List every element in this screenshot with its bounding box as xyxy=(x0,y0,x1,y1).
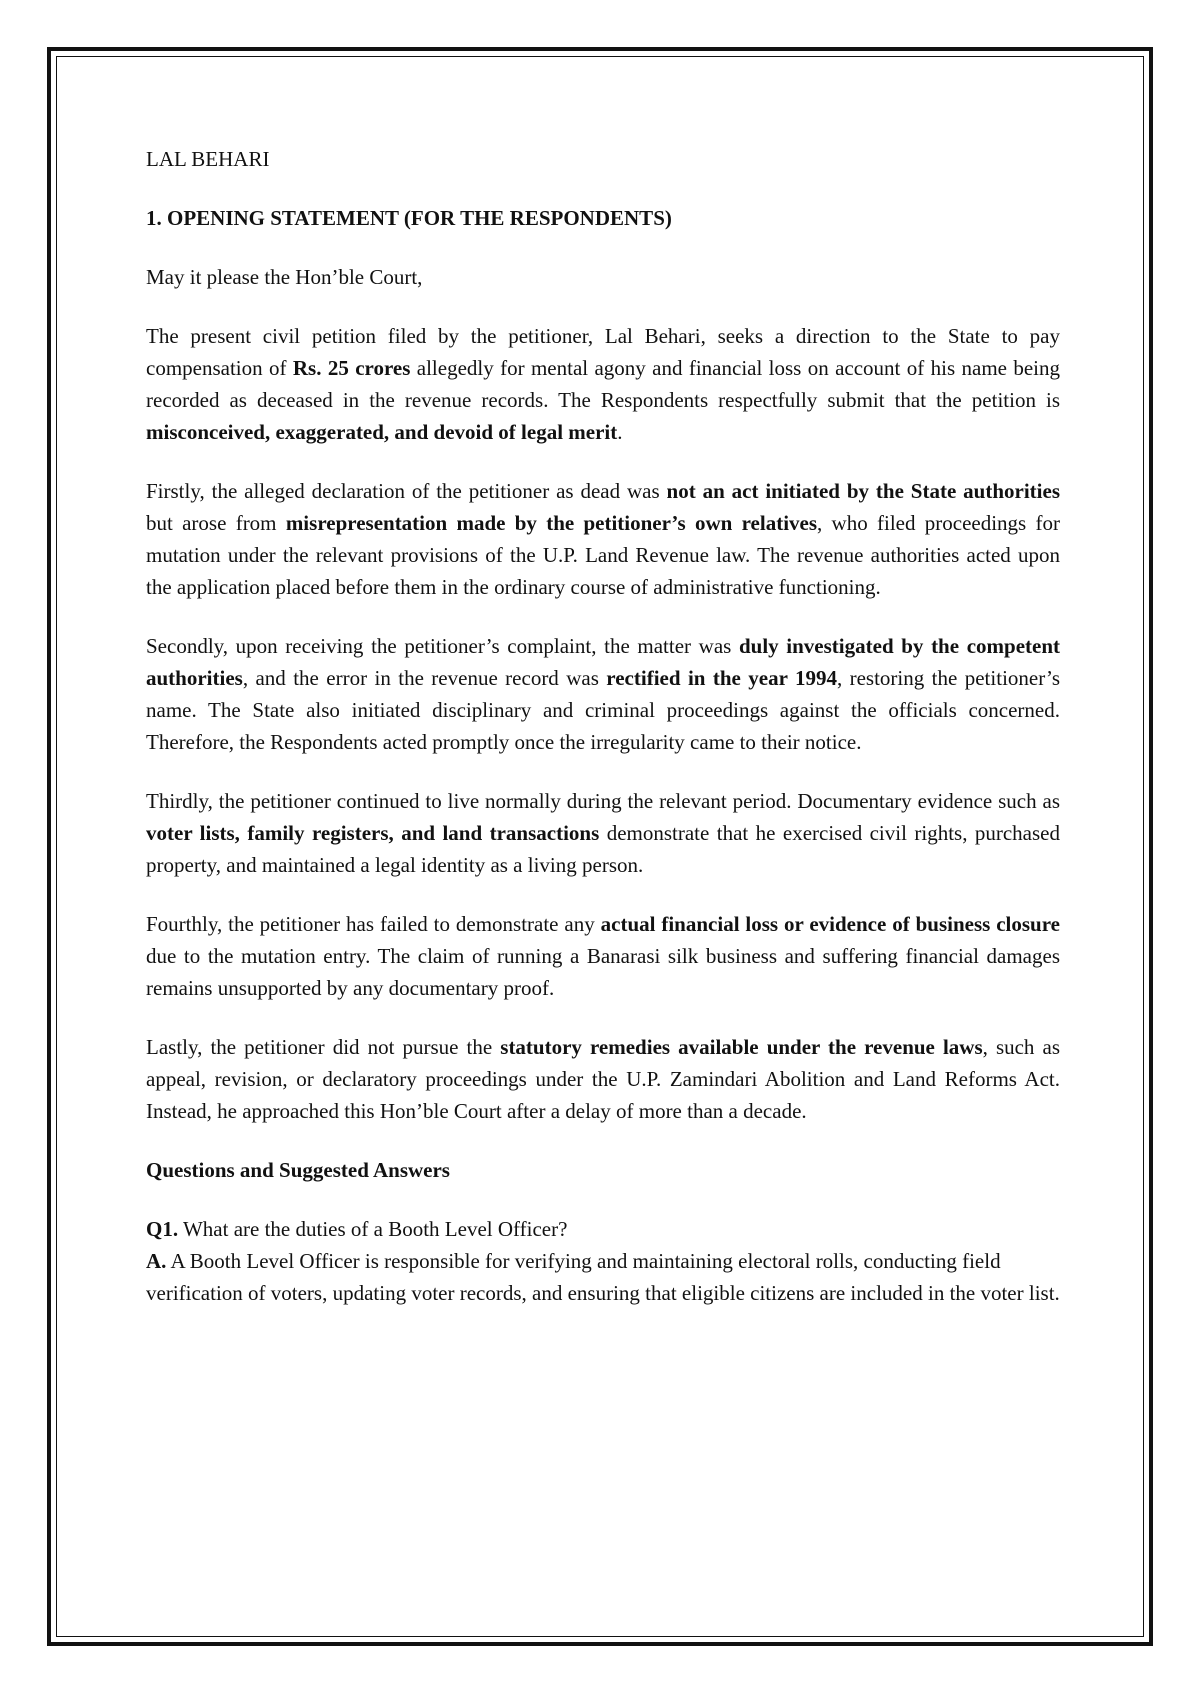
bold-text: rectified in the year 1994 xyxy=(606,666,837,690)
text: , restoring the petitioner’s name. The State also initiated disciplinary and criminal proceedings against the officials concerned. Therefore, the Respondents acted promptly once the irregularity came to their notice. xyxy=(146,666,1060,754)
text: Secondly, upon receiving the petitioner’s complaint, the matter was xyxy=(146,634,739,658)
text: , who filed proceedings for mutation under the relevant provisions of the U.P. Land Revenue law. The revenue authorities acted upon the application placed before them in the ordinary course of administrative functioning. xyxy=(146,511,1060,599)
text: Fourthly, the petitioner has failed to demonstrate any xyxy=(146,912,601,936)
text: Firstly, the alleged declaration of the petitioner as dead was xyxy=(146,479,667,503)
paragraph-thirdly xyxy=(146,785,1060,881)
section-heading: 1. OPENING STATEMENT (FOR THE RESPONDENTS) xyxy=(146,206,672,230)
answer-1 xyxy=(146,1245,1060,1309)
paragraph-secondly xyxy=(146,630,1060,758)
paragraph-introduction xyxy=(146,320,1060,448)
paragraph-fourthly xyxy=(146,908,1060,1004)
text: Lastly, the petitioner did not pursue the xyxy=(146,1035,501,1059)
bold-text: duly investigated by the competent authorities xyxy=(146,634,1060,690)
question-1 xyxy=(146,1213,1060,1245)
text: due to the mutation entry. The claim of running a Banarasi silk business and suffering financial damages remains unsupported by any documentary proof. xyxy=(146,944,1060,1000)
text: , such as appeal, revision, or declaratory proceedings under the U.P. Zamindari Abolition and Land Reforms Act. Instead, he approached this Hon’ble Court after a delay of more than a decade. xyxy=(146,1035,1060,1123)
salutation: May it please the Hon’ble Court, xyxy=(146,265,423,289)
text: The present civil petition filed by the petitioner, Lal Behari, seeks a direction to the State to pay compensation of xyxy=(146,324,1060,380)
bold-text: misconceived, exaggerated, and devoid of legal merit xyxy=(146,420,618,444)
paragraph-lastly xyxy=(146,1031,1060,1127)
question-text: What are the duties of a Booth Level Officer? xyxy=(178,1217,568,1241)
bold-text: not an act initiated by the State authorities xyxy=(666,479,1060,503)
text: , and the error in the revenue record was xyxy=(242,666,607,690)
name-line: LAL BEHARI xyxy=(146,147,270,171)
paragraph-firstly xyxy=(146,475,1060,603)
qa-heading: Questions and Suggested Answers xyxy=(146,1158,450,1182)
text: . xyxy=(617,420,623,444)
bold-text: Rs. 25 crores xyxy=(292,356,411,380)
bold-text: actual financial loss or evidence of business closure xyxy=(600,912,1060,936)
bold-text: misrepresentation made by the petitioner’s own relatives xyxy=(285,511,818,535)
text: allegedly for mental agony and financial loss on account of his name being recorded as deceased in the revenue records. The Respondents respectfully submit that the petition is xyxy=(146,356,1060,412)
answer-label: A. xyxy=(146,1249,167,1273)
document-body xyxy=(146,143,1060,1309)
question-label: Q1. xyxy=(146,1217,179,1241)
text: demonstrate that he exercised civil rights, purchased property, and maintained a legal identity as a living person. xyxy=(146,821,1060,877)
bold-text: voter lists, family registers, and land transactions xyxy=(146,821,600,845)
answer-text: A Booth Level Officer is responsible for verifying and maintaining electoral rolls, conducting field verification of voters, updating voter records, and ensuring that eligible citizens are included in the voter list. xyxy=(146,1249,1060,1305)
text: but arose from xyxy=(146,511,286,535)
bold-text: statutory remedies available under the revenue laws xyxy=(500,1035,983,1059)
text: Thirdly, the petitioner continued to live normally during the relevant period. Documentary evidence such as xyxy=(146,789,1060,813)
